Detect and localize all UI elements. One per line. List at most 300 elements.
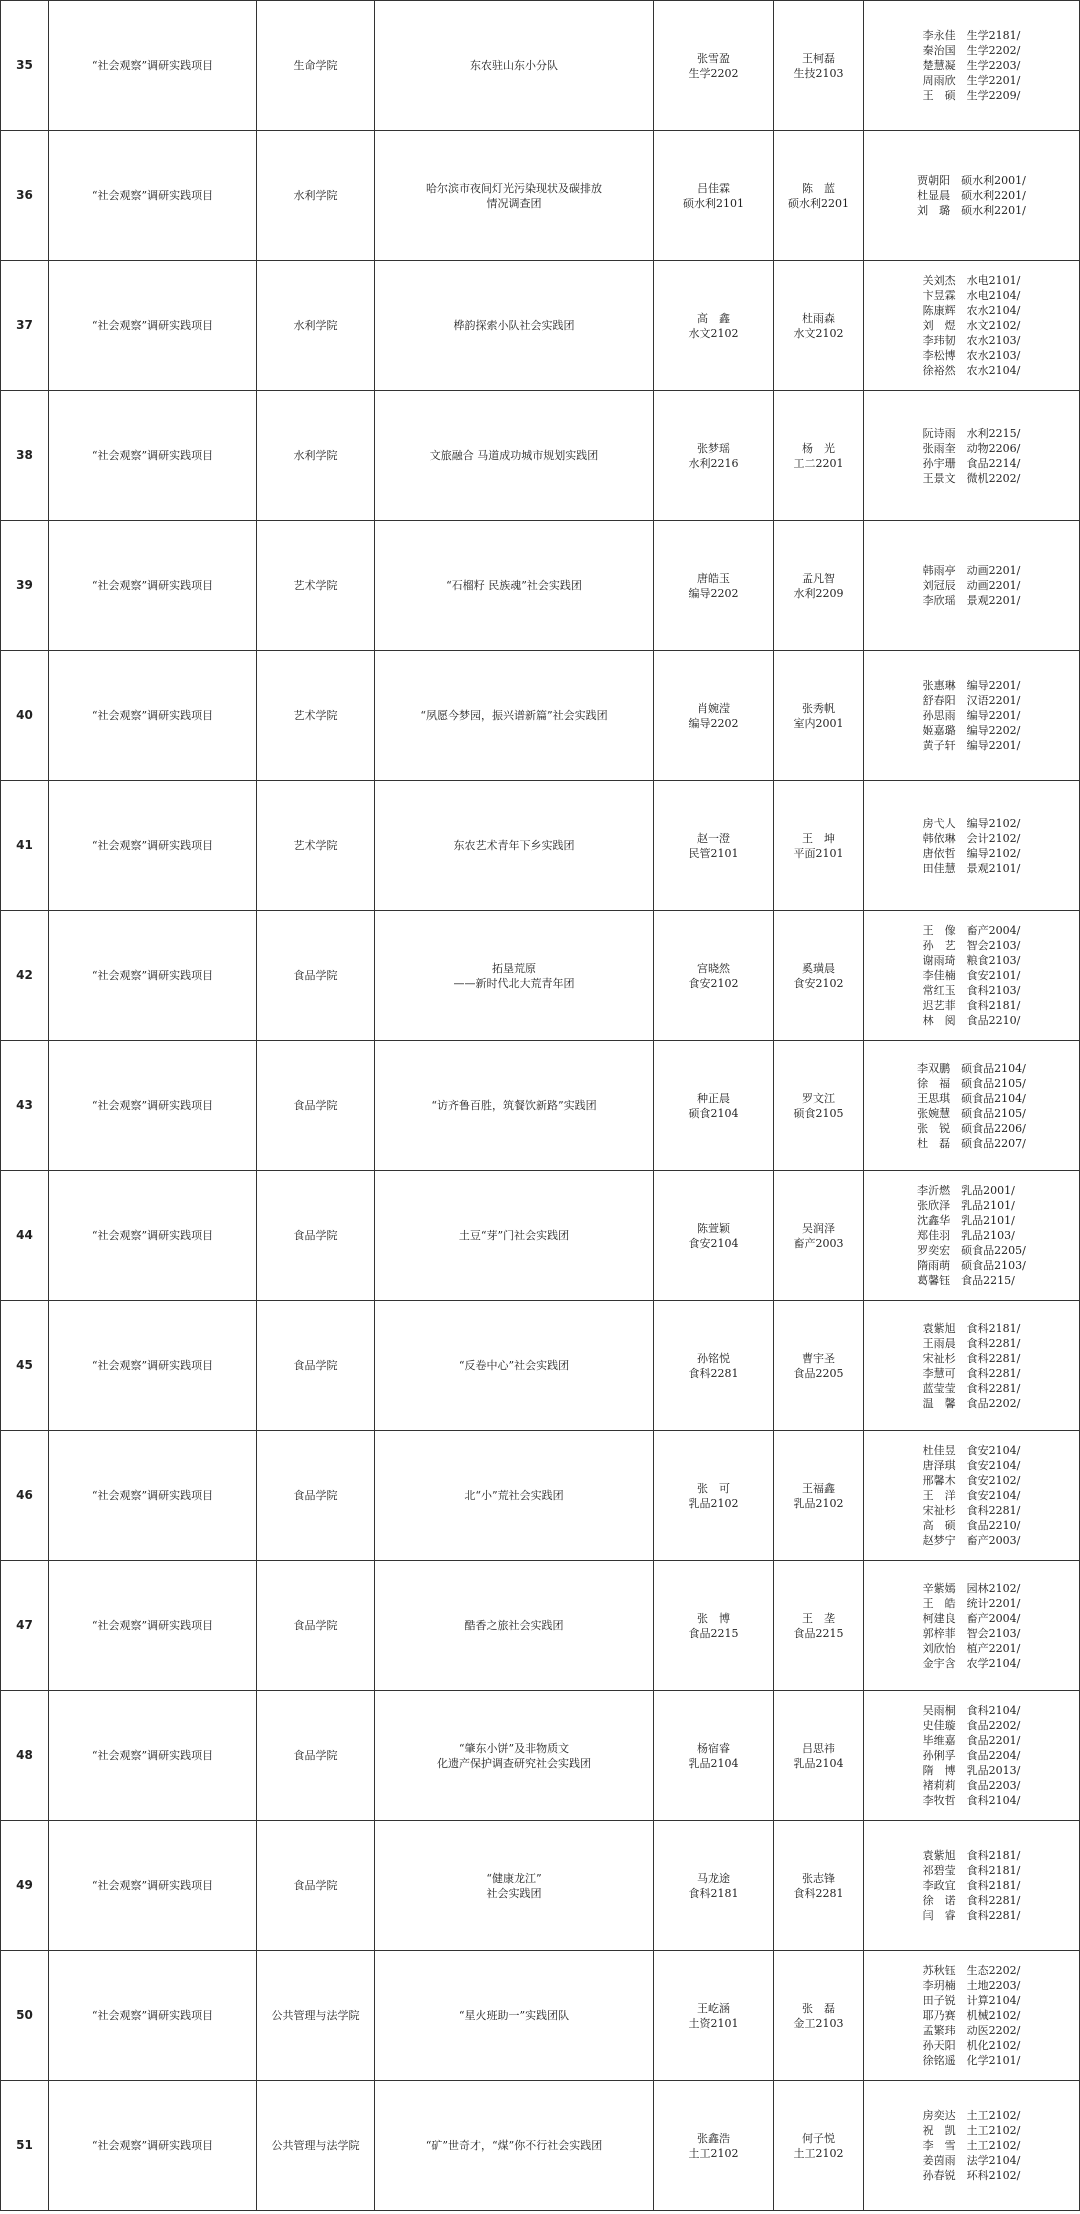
project-category: “社会观察”调研实践项目 [49,1301,257,1431]
team-name-line: 文旅融合 马道成功城市规划实践团 [429,449,599,462]
member-entry: 谢雨琦 粮食2103/ [922,954,1021,967]
member-entry: 蓝莹莹 食科2281/ [922,1381,1021,1395]
member-entry: 杜 磊 硕食品2207/ [917,1136,1026,1150]
advisor-line: 王 垄 [802,1611,835,1625]
team-leader [654,1,774,131]
project-category: “社会观察”调研实践项目 [49,1821,257,1951]
row-number: 51 [1,2081,49,2211]
advisor [774,911,864,1041]
team-leader-line: 宫晓然 [697,961,730,975]
team-leader-line: 赵一澄 [697,831,730,845]
member-entry: 李牧哲 食科2104/ [922,1794,1021,1807]
advisor-line: 食品2215 [793,1626,844,1640]
member-entry: 柯建良 畜产2004/ [922,1611,1021,1625]
team-name-line: 东农驻山东小分队 [470,59,558,72]
team-leader-line: 吕佳霖 [697,181,730,195]
team-leader-line: 杨宿睿 [697,1741,730,1755]
team-leader-line: 唐皓玉 [697,571,730,585]
team-name [375,1691,654,1821]
member-list [917,1061,1026,1151]
team-leader [654,391,774,521]
team-name [375,521,654,651]
member-entry: 徐裕然 农水2104/ [922,364,1021,377]
team-leader-line: 高 鑫 [697,311,730,325]
member-list [923,426,1021,486]
advisor-line: 食安2102 [793,976,844,990]
team-leader [654,1041,774,1171]
team-leader-line: 张梦瑶 [697,441,730,455]
team-leader-line: 种正晨 [697,1091,730,1105]
team-name [375,2081,654,2211]
advisor-line: 吕思祎 [802,1741,835,1755]
member-entry: 徐铭遥 化学2101/ [922,2054,1021,2067]
table-row [1,1691,1080,1821]
member-entry: 唐依哲 编导2102/ [922,846,1021,860]
advisor [774,391,864,521]
team-members [864,651,1080,781]
advisor [774,1301,864,1431]
team-name [375,1,654,131]
advisor [774,521,864,651]
member-entry: 韩雨亭 动画2201/ [922,564,1021,577]
team-name-line: “反卷中心”社会实践团 [458,1359,570,1372]
member-entry: 阮诗雨 水利2215/ [922,426,1021,440]
member-entry: 李政宜 食科2181/ [922,1879,1021,1892]
team-name-line: 化遗产保护调查研究社会实践团 [437,1756,591,1770]
college-name: 食品学院 [257,1821,375,1951]
member-list [917,1183,1026,1288]
college-name: 水利学院 [257,391,375,521]
table-row [1,1561,1080,1691]
table-row [1,1041,1080,1171]
advisor-line: 孟凡智 [802,571,835,585]
member-entry: 李双鹏 硕食品2104/ [917,1061,1026,1075]
member-entry: 刘 璐 硕水利2201/ [917,204,1026,217]
member-entry: 李永佳 生学2181/ [922,29,1021,42]
advisor [774,1561,864,1691]
team-leader [654,781,774,911]
team-leader-line: 食科2181 [688,1886,739,1900]
advisor-line: 陈 蓝 [802,181,835,195]
member-entry: 孙思雨 编导2201/ [922,709,1021,722]
member-list [923,1703,1021,1808]
project-category: “社会观察”调研实践项目 [49,651,257,781]
member-entry: 卞昱霖 水电2104/ [922,289,1021,302]
member-list [923,2108,1021,2183]
team-leader-line: 食科2281 [688,1366,739,1380]
advisor [774,261,864,391]
college-name: 食品学院 [257,911,375,1041]
member-entry: 张欣泽 乳品2101/ [917,1199,1015,1212]
advisor [774,1691,864,1821]
member-entry: 宋祉杉 食科2281/ [922,1351,1021,1365]
member-entry: 贾朝阳 硕水利2001/ [917,174,1026,187]
project-category: “社会观察”调研实践项目 [49,1,257,131]
advisor-line: 食科2281 [793,1886,844,1900]
team-name-line: “夙愿今梦园，振兴谱新篇”社会实践团 [420,709,608,722]
member-entry: 孙俐孚 食品2204/ [922,1749,1021,1762]
roster-table-body [1,1,1080,2211]
college-name: 艺术学院 [257,651,375,781]
team-members [864,781,1080,911]
member-entry: 袁紫旭 食科2181/ [922,1849,1021,1862]
row-number: 39 [1,521,49,651]
project-category: “社会观察”调研实践项目 [49,1691,257,1821]
member-list [923,816,1021,876]
advisor-line: 王福鑫 [802,1481,835,1495]
member-entry: 李松博 农水2103/ [922,349,1021,362]
college-name: 食品学院 [257,1171,375,1301]
advisor-line: 杜雨森 [802,311,835,325]
member-entry: 孟繁玮 动医2202/ [922,2024,1021,2037]
team-name-line: “星火班助一”实践团队 [458,2009,570,2022]
advisor [774,2081,864,2211]
team-members [864,1561,1080,1691]
member-entry: 毕维嘉 食品2201/ [922,1734,1021,1747]
member-entry: 隋 博 乳品2013/ [922,1764,1021,1777]
advisor-line: 张秀帆 [802,701,835,715]
member-entry: 李玥楠 土地2203/ [922,1979,1021,1992]
team-leader-line: 张鑫浩 [697,2131,730,2145]
member-entry: 黄子轩 编导2201/ [922,739,1021,752]
member-list [923,28,1021,103]
college-name: 食品学院 [257,1431,375,1561]
advisor-line: 吴润泽 [802,1221,835,1235]
row-number: 41 [1,781,49,911]
team-name [375,261,654,391]
member-entry: 褚莉莉 食品2203/ [922,1779,1021,1792]
team-members [864,521,1080,651]
team-leader-line: 硕食2104 [688,1106,739,1120]
row-number: 45 [1,1301,49,1431]
team-leader-line: 马龙途 [697,1871,730,1885]
member-entry: 孙 艺 智会2103/ [922,939,1021,952]
member-entry: 李欣瑶 景观2201/ [922,594,1021,607]
member-entry: 姬嘉璐 编导2202/ [922,724,1021,737]
project-category: “社会观察”调研实践项目 [49,2081,257,2211]
member-entry: 陈康辉 农水2104/ [922,304,1021,317]
team-members [864,2081,1080,2211]
team-members [864,1431,1080,1561]
team-leader [654,2081,774,2211]
row-number: 35 [1,1,49,131]
member-entry: 周雨欣 生学2201/ [922,74,1021,87]
advisor-line: 食品2205 [793,1366,844,1380]
member-entry: 金宇含 农学2104/ [922,1656,1021,1670]
row-number: 43 [1,1041,49,1171]
team-name [375,1171,654,1301]
team-leader [654,131,774,261]
member-entry: 郭梓菲 智会2103/ [922,1626,1021,1640]
member-entry: 田子锐 计算2104/ [922,1994,1021,2007]
team-leader-line: 土工2102 [688,2146,739,2160]
team-leader-line: 食安2104 [688,1236,739,1250]
member-entry: 徐 诺 食科2281/ [922,1894,1021,1907]
advisor-line: 杨 光 [802,441,835,455]
college-name: 艺术学院 [257,521,375,651]
team-members [864,1951,1080,2081]
member-entry: 楚慧凝 生学2203/ [922,59,1021,72]
team-leader [654,1431,774,1561]
team-name [375,911,654,1041]
team-leader-line: 王屹涵 [697,2001,730,2015]
member-entry: 吴雨桐 食科2104/ [922,1704,1021,1717]
team-name-line: 社会实践团 [486,1886,542,1900]
member-entry: 辛紫嫣 园林2102/ [922,1581,1021,1595]
member-entry: 关刘杰 水电2101/ [922,274,1021,287]
member-entry: 常红玉 食科2103/ [922,984,1021,997]
member-entry: 李佳楠 食安2101/ [922,969,1021,982]
member-entry: 张惠琳 编导2201/ [922,679,1021,692]
member-entry: 袁紫旭 食科2181/ [922,1321,1021,1335]
member-entry: 杜显晨 硕水利2201/ [917,189,1026,202]
team-leader-line: 水文2102 [688,326,739,340]
team-leader-line: 乳品2104 [688,1756,739,1770]
team-name [375,1821,654,1951]
member-entry: 宋祉杉 食科2281/ [922,1504,1021,1517]
team-leader [654,261,774,391]
member-entry: 迟艺菲 食科2181/ [922,999,1021,1012]
team-members [864,911,1080,1041]
team-leader-line: 肖婉滢 [697,701,730,715]
member-entry: 房弋人 编导2102/ [922,816,1021,830]
advisor [774,1821,864,1951]
member-entry: 葛馨钰 食品2215/ [917,1274,1015,1287]
advisor [774,1041,864,1171]
team-name-line: “健康龙江” [486,1871,542,1885]
team-name-line: 东农艺术青年下乡实践团 [453,839,575,852]
member-entry: 张婉慧 硕食品2105/ [917,1106,1026,1120]
member-entry: 孙天阳 机化2102/ [922,2039,1021,2052]
team-leader [654,521,774,651]
member-entry: 沈鑫华 乳品2101/ [917,1214,1015,1227]
member-entry: 张 锐 硕食品2206/ [917,1121,1026,1135]
team-name-line: “矿”世奇才，“煤”你不行社会实践团 [425,2139,603,2152]
team-leader-line: 张雪盈 [697,51,730,65]
member-entry: 罗奕宏 硕食品2205/ [917,1244,1026,1257]
member-entry: 王景文 微机2202/ [922,471,1021,485]
member-list [917,173,1026,218]
team-name-line: “访齐鲁百胜，筑餐饮新路”实践团 [431,1099,597,1112]
team-name-line: 情况调查团 [486,196,542,210]
team-name-line: 哈尔滨市夜间灯光污染现状及碳排放 [426,181,602,195]
member-entry: 耶乃赛 机械2102/ [922,2009,1021,2022]
member-list [923,1443,1021,1548]
team-name-line: 桦韵探索小队社会实践团 [453,319,575,332]
table-row [1,1821,1080,1951]
table-row [1,1,1080,131]
team-members [864,131,1080,261]
row-number: 37 [1,261,49,391]
advisor-line: 金工2103 [793,2016,844,2030]
table-row [1,651,1080,781]
team-leader-line: 张 可 [697,1481,730,1495]
member-entry: 王 像 畜产2004/ [922,924,1021,937]
member-entry: 姜茵雨 法学2104/ [922,2154,1021,2167]
team-name [375,1561,654,1691]
member-entry: 郑佳羽 乳品2103/ [917,1229,1015,1242]
row-number: 48 [1,1691,49,1821]
team-name [375,651,654,781]
member-entry: 王 硕 生学2209/ [922,89,1021,102]
row-number: 36 [1,131,49,261]
member-entry: 李 雪 土工2102/ [922,2139,1021,2152]
member-entry: 李沂燃 乳品2001/ [917,1184,1015,1197]
college-name: 水利学院 [257,131,375,261]
row-number: 47 [1,1561,49,1691]
team-members [864,391,1080,521]
college-name: 食品学院 [257,1301,375,1431]
college-name: 食品学院 [257,1041,375,1171]
team-name [375,131,654,261]
team-name [375,1041,654,1171]
college-name: 食品学院 [257,1561,375,1691]
member-list [923,923,1021,1028]
advisor-line: 畜产2003 [793,1236,844,1250]
advisor-line: 室内2001 [793,716,844,730]
project-category: “社会观察”调研实践项目 [49,1561,257,1691]
project-category: “社会观察”调研实践项目 [49,1951,257,2081]
advisor-line: 曹宇圣 [802,1351,835,1365]
team-members [864,1301,1080,1431]
member-entry: 史佳璇 食品2202/ [922,1719,1021,1732]
team-leader-line: 陈萱颖 [697,1221,730,1235]
team-leader [654,1691,774,1821]
member-entry: 王雨晨 食科2281/ [922,1336,1021,1350]
team-members [864,1041,1080,1171]
table-row [1,131,1080,261]
team-name-line: 北“小”荒社会实践团 [464,1489,564,1502]
advisor-line: 张志锋 [802,1871,835,1885]
member-entry: 温 馨 食品2202/ [922,1396,1021,1410]
project-category: “社会观察”调研实践项目 [49,521,257,651]
row-number: 42 [1,911,49,1041]
team-members [864,1821,1080,1951]
project-category: “社会观察”调研实践项目 [49,1431,257,1561]
table-row [1,1431,1080,1561]
row-number: 40 [1,651,49,781]
advisor-line: 硕水利2201 [788,196,849,210]
member-entry: 徐 福 硕食品2105/ [917,1076,1026,1090]
advisor-line: 工二2201 [793,456,844,470]
team-leader-line: 水利2216 [688,456,739,470]
college-name: 公共管理与法学院 [257,2081,375,2211]
team-name-line: 酷香之旅社会实践团 [464,1619,564,1632]
table-row [1,911,1080,1041]
advisor-line: 土工2102 [793,2146,844,2160]
table-row [1,391,1080,521]
member-entry: 闫 睿 食科2281/ [922,1909,1021,1922]
project-category: “社会观察”调研实践项目 [49,391,257,521]
advisor [774,781,864,911]
team-leader-line: 食品2215 [688,1626,739,1640]
project-category: “社会观察”调研实践项目 [49,261,257,391]
member-entry: 祁碧莹 食科2181/ [922,1864,1021,1877]
member-entry: 房奕达 土工2102/ [922,2109,1021,2122]
college-name: 公共管理与法学院 [257,1951,375,2081]
team-leader-line: 张 博 [697,1611,730,1625]
row-number: 50 [1,1951,49,2081]
member-entry: 唐泽琪 食安2104/ [922,1459,1021,1472]
table-row [1,261,1080,391]
project-category: “社会观察”调研实践项目 [49,131,257,261]
team-leader [654,651,774,781]
project-category: “社会观察”调研实践项目 [49,1041,257,1171]
team-leader-line: 乳品2102 [688,1496,739,1510]
team-name [375,781,654,911]
team-leader-line: 生学2202 [688,66,739,80]
member-entry: 舒春阳 汉语2201/ [922,694,1021,707]
advisor [774,1,864,131]
team-leader-line: 孙铭悦 [697,1351,730,1365]
advisor-line: 罗文江 [802,1091,835,1105]
member-entry: 张雨奎 动物2206/ [922,441,1021,455]
member-entry: 孙春锐 环科2102/ [922,2169,1021,2182]
member-entry: 王 洋 食安2104/ [922,1489,1021,1502]
team-leader [654,1301,774,1431]
advisor-line: 水文2102 [793,326,844,340]
advisor [774,1951,864,2081]
table-row [1,2081,1080,2211]
member-entry: 邢馨木 食安2102/ [922,1474,1021,1487]
member-entry: 李慧可 食科2281/ [922,1366,1021,1380]
college-name: 生命学院 [257,1,375,131]
project-category: “社会观察”调研实践项目 [49,1171,257,1301]
advisor [774,131,864,261]
advisor-line: 乳品2102 [793,1496,844,1510]
team-leader [654,911,774,1041]
member-entry: 高 硕 食品2210/ [922,1519,1021,1532]
team-name-line: 土豆“芽”门社会实践团 [458,1229,570,1242]
member-entry: 赵梦宁 畜产2003/ [922,1534,1021,1547]
member-list [923,1848,1021,1923]
row-number: 46 [1,1431,49,1561]
advisor-line: 硕食2105 [793,1106,844,1120]
row-number: 44 [1,1171,49,1301]
advisor [774,1171,864,1301]
team-leader-line: 民管2101 [688,846,739,860]
project-category: “社会观察”调研实践项目 [49,911,257,1041]
table-row [1,521,1080,651]
advisor-line: 生技2103 [793,66,844,80]
team-leader-line: 编导2202 [688,586,739,600]
member-entry: 王 皓 统计2201/ [922,1596,1021,1610]
member-entry: 刘 煜 水文2102/ [922,319,1021,332]
team-name [375,1301,654,1431]
team-name [375,391,654,521]
member-entry: 苏秋钰 生态2202/ [922,1964,1021,1977]
advisor-line: 王柯磊 [802,51,835,65]
member-entry: 孙宇珊 食品2214/ [922,456,1021,470]
member-entry: 刘冠辰 动画2201/ [922,579,1021,592]
member-list [923,273,1021,378]
member-list [923,678,1021,753]
team-leader-line: 编导2202 [688,716,739,730]
advisor [774,651,864,781]
member-list [923,563,1021,608]
table-row [1,1301,1080,1431]
team-members [864,1691,1080,1821]
member-entry: 隋雨萌 硕食品2103/ [917,1259,1026,1272]
advisor-line: 何子悦 [802,2131,835,2145]
team-leader [654,1171,774,1301]
team-members [864,261,1080,391]
member-list [923,1581,1021,1671]
team-leader-line: 食安2102 [688,976,739,990]
member-entry: 刘欣怡 植产2201/ [922,1641,1021,1655]
advisor-line: 平面2101 [793,846,844,860]
team-leader-line: 土资2101 [688,2016,739,2030]
